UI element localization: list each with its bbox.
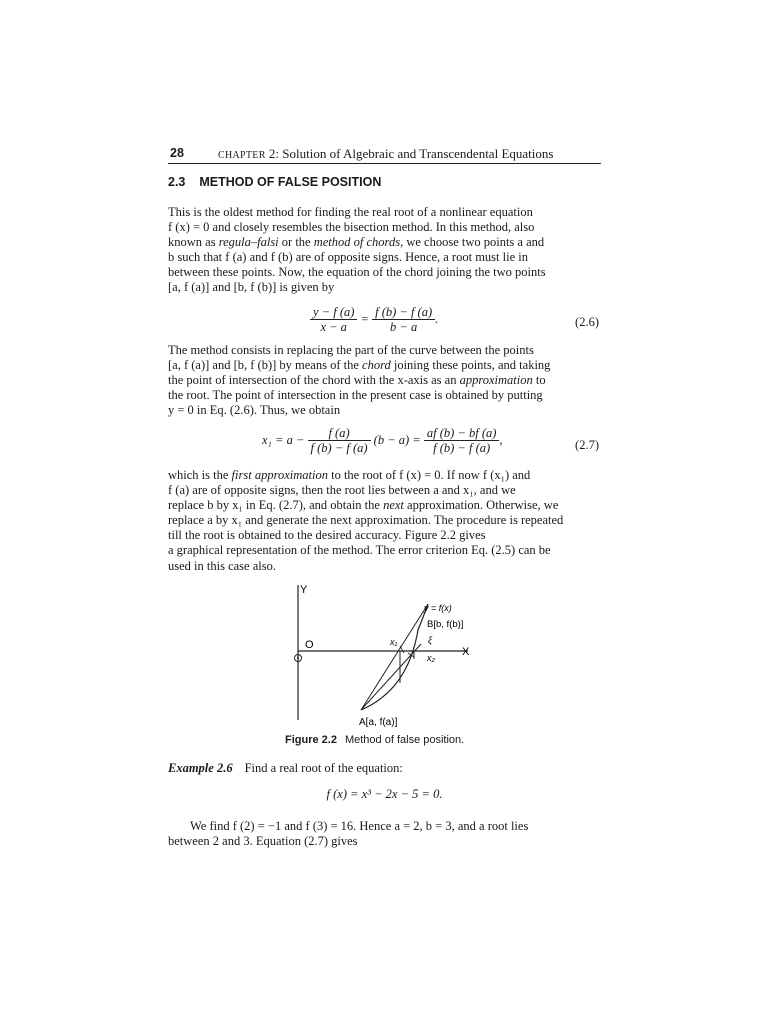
point-b-label: B[b, f(b)] bbox=[427, 619, 464, 630]
chapter-title: CHAPTER 2: Solution of Algebraic and Transcendental Equations bbox=[218, 146, 554, 161]
curve-label: y = f(x) bbox=[424, 603, 452, 613]
page-number: 28 bbox=[170, 146, 184, 160]
figure-caption-text: Method of false position. bbox=[344, 734, 465, 746]
x2-label: x₂ bbox=[427, 653, 435, 663]
figure-number: Figure 2.2 bbox=[285, 734, 337, 746]
example-label: Example 2.6 bbox=[168, 761, 233, 775]
paragraph-example: We find f (2) = −1 and f (3) = 16. Hence a = 2, b = 3, and a root lies between 2 and 3. Equation (2.7) gives bbox=[168, 819, 529, 849]
x-axis-label: X bbox=[462, 646, 470, 658]
example-heading bbox=[168, 761, 601, 776]
false-position-diagram bbox=[288, 580, 648, 728]
figure-false-position bbox=[288, 580, 648, 733]
y-axis-label: Y bbox=[300, 584, 308, 596]
x1-label: x₁ bbox=[390, 637, 398, 647]
equation-number: (2.6) bbox=[575, 315, 599, 329]
point-a-label: A[a, f(a)] bbox=[359, 717, 398, 728]
xi-label: ξ bbox=[428, 635, 433, 645]
paragraph-iteration: which is the first approximation to the root of f (x) = 0. If now f (x₁) and f (a) are of opposite signs, then the root lies between a and x₁, and we replace b by x₁ in Eq. (2.7), and obtain the next approximation. Otherwise, we replace a by x₁ and generate the next approximation. The procedure is repeated till the root is obtained to the desired accuracy. Figure 2.2 gives a graphical representation of the method. The error criterion Eq. (2.5) can be used in this case also. bbox=[168, 468, 564, 573]
chord-ab bbox=[361, 604, 428, 710]
running-header bbox=[168, 145, 601, 164]
chord-second bbox=[361, 644, 421, 710]
origin-label: O bbox=[305, 639, 314, 651]
equation-number: (2.7) bbox=[575, 438, 599, 452]
section-title: METHOD OF FALSE POSITION bbox=[199, 175, 382, 189]
section-number: 2.3 bbox=[168, 175, 186, 189]
figure-caption bbox=[285, 734, 464, 746]
section-heading bbox=[168, 175, 381, 189]
paragraph-method: The method consists in replacing the part of the curve between the points [a, f (a)] and [b, f (b)] by means of the chord joining these points, and taking the point of intersection of the chord with the x-axis as an approximation to the root. The point of intersection in the present case is obtained by putting y = 0 in Eq. (2.6). Thus, we obtain bbox=[168, 343, 551, 418]
example-text: Find a real root of the equation: bbox=[244, 761, 403, 775]
paragraph-intro: This is the oldest method for finding the real root of a nonlinear equation f (x) = 0 and closely resembles the bisection method. In this method, also known as regula–falsi or the method of chords, we choose two points a and b such that f (a) and f (b) are of opposite signs. Hence, a root must lie in between these points. Now, the equation of the chord joining the two points [a, f (a)] and [b, f (b)] is given by bbox=[168, 205, 546, 295]
example-equation: f (x) = x³ − 2x − 5 = 0. bbox=[326, 787, 443, 801]
